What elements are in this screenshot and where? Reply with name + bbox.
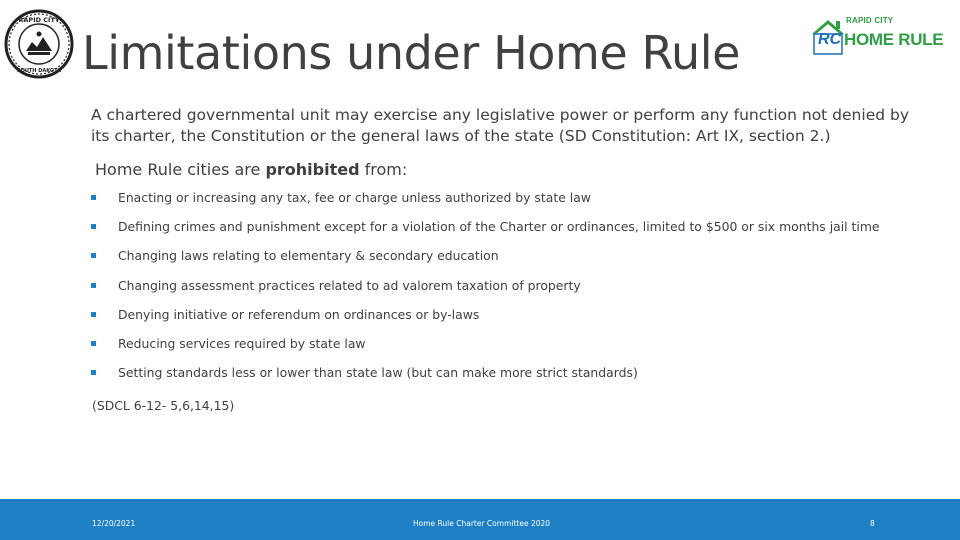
- page-title: Limitations under Home Rule: [82, 26, 741, 80]
- list-item-text: Defining crimes and punishment except for a violation of the Charter or ordinances, limited to $500 or six months jail time: [118, 219, 880, 235]
- footer-title: Home Rule Charter Committee 2020: [413, 519, 551, 528]
- intro-paragraph: A chartered governmental unit may exercise any legislative power or perform any function not denied by its charter, the Constitution or the general laws of the state (SD Constitution: Art IX, section 2.): [91, 106, 910, 145]
- bullet-square-icon: [91, 253, 96, 258]
- lead-sentence: [95, 160, 407, 179]
- home-rule-logo: [808, 16, 950, 56]
- seal-top-text: RAPID CITY: [18, 16, 60, 24]
- bullet-square-icon: [91, 224, 96, 229]
- lead-suffix: from:: [359, 160, 408, 179]
- lead-prefix: Home Rule cities are: [95, 160, 266, 179]
- bullet-square-icon: [91, 312, 96, 317]
- lead-emphasis: prohibited: [265, 160, 360, 179]
- list-item-text: Setting standards less or lower than state law (but can make more strict standards): [118, 365, 638, 381]
- citation: (SDCL 6-12- 5,6,14,15): [92, 398, 235, 413]
- bullet-square-icon: [91, 370, 96, 375]
- brand-name-text: HOME RULE: [844, 30, 944, 49]
- footer-date: 12/20/2021: [92, 519, 136, 528]
- footer-bar: [0, 499, 960, 540]
- seal-bottom-text: SOUTH DAKOTA: [16, 68, 62, 74]
- city-seal-icon: [4, 9, 74, 79]
- brand-rc-text: RC: [818, 31, 842, 48]
- bullet-square-icon: [91, 195, 96, 200]
- list-item-text: Reducing services required by state law: [118, 335, 366, 351]
- list-item-text: Changing laws relating to elementary & secondary education: [118, 248, 499, 264]
- list-item-text: Denying initiative or referendum on ordinances or by-laws: [118, 306, 480, 322]
- list-item-text: Enacting or increasing any tax, fee or charge unless authorized by state law: [118, 190, 591, 205]
- brand-city-text: RAPID CITY: [846, 16, 894, 25]
- bullet-square-icon: [91, 341, 96, 346]
- list-item-text: Changing assessment practices related to ad valorem taxation of property: [118, 277, 581, 293]
- page-number: 8: [870, 519, 875, 528]
- bullet-square-icon: [91, 283, 96, 288]
